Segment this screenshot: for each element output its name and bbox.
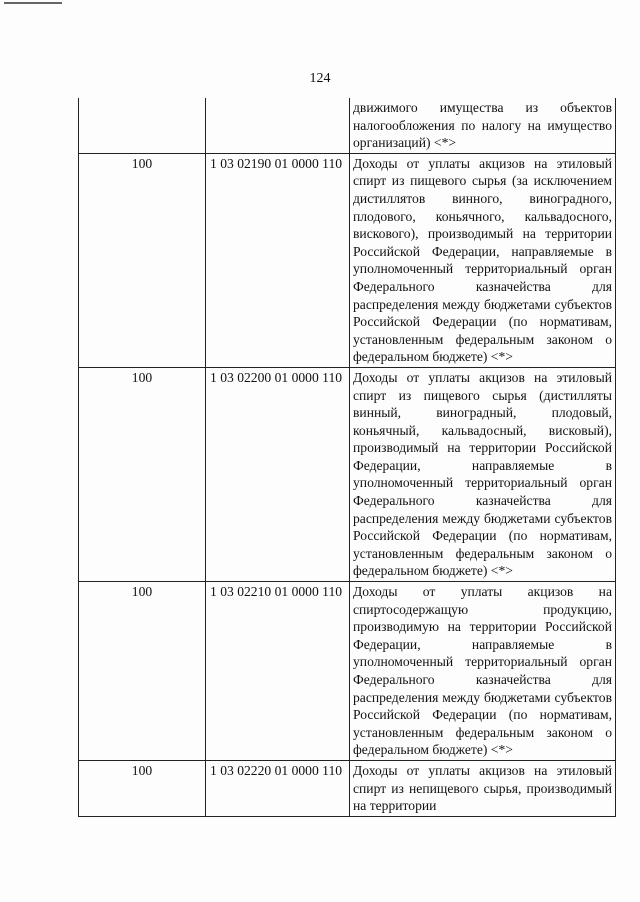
admin-code-cell: 100 (79, 153, 206, 367)
table-row (79, 582, 616, 761)
kbk-code-cell: 1 03 02210 01 0000 110 (206, 582, 350, 761)
page-number: 124 (309, 71, 331, 86)
admin-code-cell: 100 (79, 367, 206, 581)
description-cell: Доходы от уплаты акцизов на этиловый спирт из пищевого сырья (за исключением дистиллятов винного, виноградного, плодового, коньячного, кальвадосного, вискового), производимый на территории Российской Федерации, направляемые в уполномоченный территориальный орган Федерального казначейства для распределения между бюджетами субъектов Российской Федерации (по нормативам, установленным федеральным законом о федеральном бюджете) <*> (350, 153, 616, 367)
table-row (79, 98, 616, 153)
admin-code-cell: 100 (79, 582, 206, 761)
admin-code-cell: 100 (79, 760, 206, 816)
description-cell: движимого имущества из объектов налогообложения по налогу на имущество организаций) <*> (350, 98, 616, 153)
kbk-code-cell: 1 03 02200 01 0000 110 (206, 367, 350, 581)
table-row (79, 760, 616, 816)
kbk-code-cell: 1 03 02220 01 0000 110 (206, 760, 350, 816)
table-row (79, 367, 616, 581)
admin-code-cell (79, 98, 206, 153)
table-row (79, 153, 616, 367)
description-cell: Доходы от уплаты акцизов на спиртосодержащую продукцию, производимую на территории Российской Федерации, направляемые в уполномоченный территориальный орган Федерального казначейства для распределения между бюджетами субъектов Российской Федерации (по нормативам, установленным федеральным законом о федеральном бюджете) <*> (350, 582, 616, 761)
description-cell: Доходы от уплаты акцизов на этиловый спирт из непищевого сырья, производимый на территории (350, 760, 616, 816)
scan-corner-mark (4, 2, 62, 4)
revenue-codes-table (78, 98, 616, 817)
kbk-code-cell: 1 03 02190 01 0000 110 (206, 153, 350, 367)
kbk-code-cell (206, 98, 350, 153)
description-cell: Доходы от уплаты акцизов на этиловый спирт из пищевого сырья (дистилляты винный, виноградный, плодовый, коньячный, кальвадосный, висковый), производимый на территории Российской Федерации, направляемые в уполномоченный территориальный орган Федерального казначейства для распределения между бюджетами субъектов Российской Федерации (по нормативам, установленным федеральным законом о федеральном бюджете) <*> (350, 367, 616, 581)
